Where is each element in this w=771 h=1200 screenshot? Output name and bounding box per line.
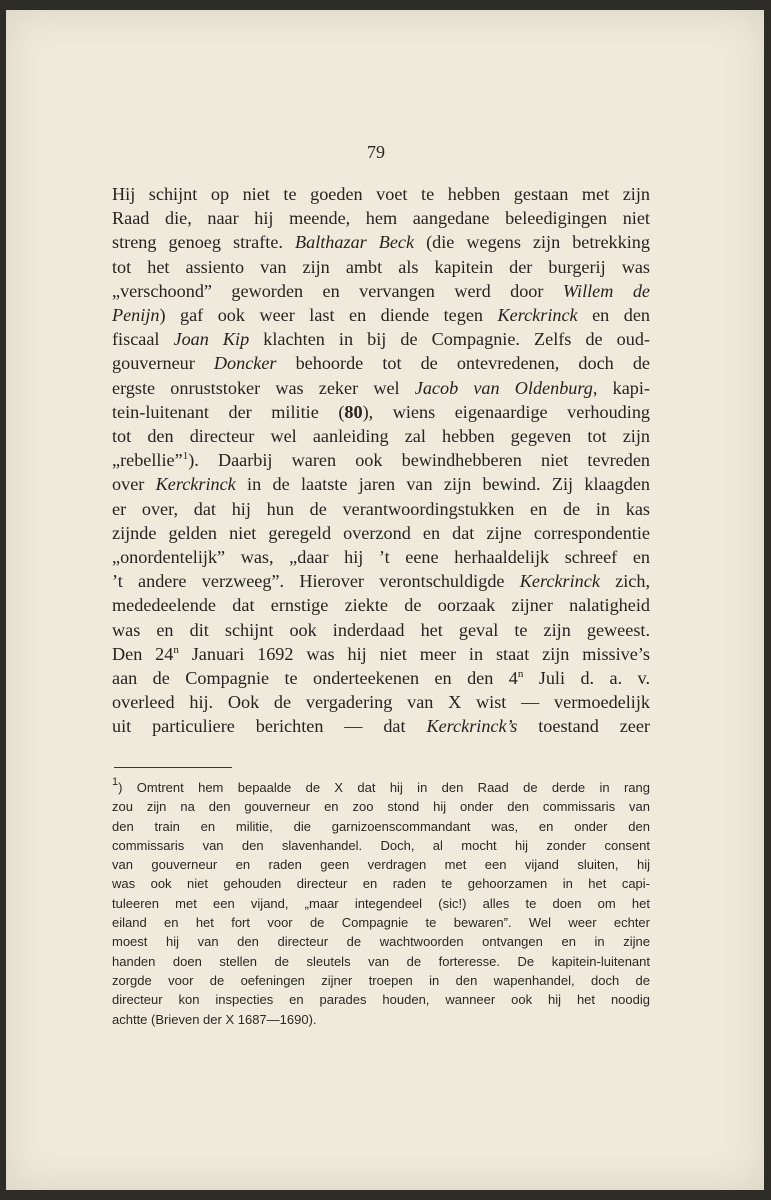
footnote-marker: 1: [112, 776, 119, 788]
text-line: zijnde gelden niet geregeld overzond en dat zijne correspondentie: [112, 522, 650, 543]
footnote-line: den train en militie, die garnizoenscommandant was, en onder den: [112, 818, 650, 834]
text-line: tot den directeur wel aanleiding zal hebben gegeven tot zijn: [112, 426, 650, 447]
footnote-line: handen doen stellen de sleutels van de forteresse. De kapitein-luitenant: [112, 953, 650, 969]
text-line: tein-luitenant der militie (80), wiens eigenaardige verhouding: [112, 401, 651, 422]
text-line: fiscaal Joan Kip klachten in bij de Compagnie. Zelfs de oud-: [112, 329, 650, 350]
text-line: streng genoeg strafte. Balthazar Beck (die wegens zijn betrekking: [112, 232, 650, 253]
ordinal-suffix: n: [517, 668, 524, 681]
text-line: overleed hij. Ook de vergadering van X wist — vermoedelijk: [112, 692, 650, 713]
person-name: Kerckrinck: [155, 474, 236, 495]
footnote-line: tuleeren met een vijand, „maar integendeel (sic!) alles te doen om het: [112, 895, 650, 911]
person-name: Willem de: [562, 280, 650, 301]
text-line: „rebellie”$^1$). Daarbij waren ook bewindhebberen niet tevreden: [112, 450, 650, 471]
footnote-line: achtte (Brieven der X 1687—1690).: [112, 1011, 317, 1027]
text-line: tot het assiento van zijn ambt als kapitein der burgerij was: [112, 256, 650, 277]
footnote: [112, 778, 650, 1029]
main-text: [112, 182, 650, 739]
text-line: „onordentelijk” was, „daar hij ’t eene herhaaldelijk schreef en: [112, 547, 650, 568]
person-name: Doncker: [213, 353, 277, 374]
person-name: Kerckrinck: [519, 571, 600, 592]
footnote-line: van gouverneur en raden geen verdragen met een vijand sluiten, hij: [112, 857, 650, 873]
person-name: Balthazar Beck: [282, 232, 415, 253]
book-page: [6, 10, 764, 1190]
text-line: Penijn) gaf ook weer last en diende tegen Kerckrinck en den: [112, 305, 650, 326]
person-name: Jacob van Oldenburg: [414, 377, 593, 398]
reference-number: 80: [344, 401, 363, 422]
text-line: was en dit schijnt ook inderdaad het geval te zijn geweest.: [112, 619, 650, 640]
person-name: Kerckrinck: [497, 305, 578, 326]
footnote-marker: 1: [182, 450, 189, 463]
text-line: er over, dat hij hun de verantwoordingstukken en de in kas: [112, 498, 650, 519]
text-line: „verschoond” geworden en vervangen werd door Willem de: [112, 280, 650, 301]
page-number: 79: [367, 142, 385, 162]
text-line: ’t andere verzweeg”. Hierover verontschuldigde Kerckrinck zich,: [112, 571, 650, 592]
footnote-line: commissaris van den slavenhandel. Doch, al mocht hij zonder consent: [112, 837, 650, 853]
text-line: aan de Compagnie te onderteekenen en den 4$^n$ Juli d. a. v.: [112, 668, 650, 689]
text-line: uit particuliere berichten — dat Kerckrinck’s toestand zeer: [112, 716, 650, 737]
footnote-line: $^1$) Omtrent hem bepaalde de X dat hij in den Raad de derde in rang: [112, 776, 650, 795]
text-line: over Kerckrinck in de laatste jaren van zijn bewind. Zij klaagden: [112, 474, 650, 495]
footnote-line: was ook niet gehouden directeur en raden te gehoorzamen in het capi-: [112, 876, 650, 892]
text-line: mededeelende dat ernstige ziekte de oorzaak zijner nalatigheid: [112, 595, 650, 616]
text-line: ergste onruststoker was zeker wel Jacob van Oldenburg, kapi-: [112, 377, 650, 398]
person-name: Joan Kip: [173, 329, 250, 350]
person-name: Penijn: [112, 305, 160, 326]
footnote-divider: [114, 767, 232, 768]
footnote-line: zorgde voor de oefeningen zijner troepen in den wapenhandel, doch de: [112, 972, 650, 988]
ordinal-suffix: n: [173, 643, 179, 656]
person-name: Kerckrinck’s: [426, 716, 518, 737]
footnote-line: zou zijn na den gouverneur en zoo stond hij onder den commissaris van: [112, 799, 650, 815]
text-line: Hij schijnt op niet te goeden voet te hebben gestaan met zijn: [112, 184, 650, 204]
text-line: Raad die, naar hij meende, hem aangedane beleedigingen niet: [112, 208, 650, 229]
footnote-line: moest hij van den directeur de wachtwoorden ontvangen en in zijne: [112, 934, 650, 950]
text-line: gouverneur Doncker behoorde tot de ontevredenen, doch de: [112, 353, 650, 374]
text-line: Den 24$^n$ Januari 1692 was hij niet meer in staat zijn missive’s: [112, 643, 650, 664]
footnote-line: eiland en het fort voor de Compagnie te bewaren”. Wel weer echter: [112, 915, 650, 931]
footnote-line: directeur kon inspecties en parades houden, wanneer ook hij het noodig: [112, 992, 650, 1008]
